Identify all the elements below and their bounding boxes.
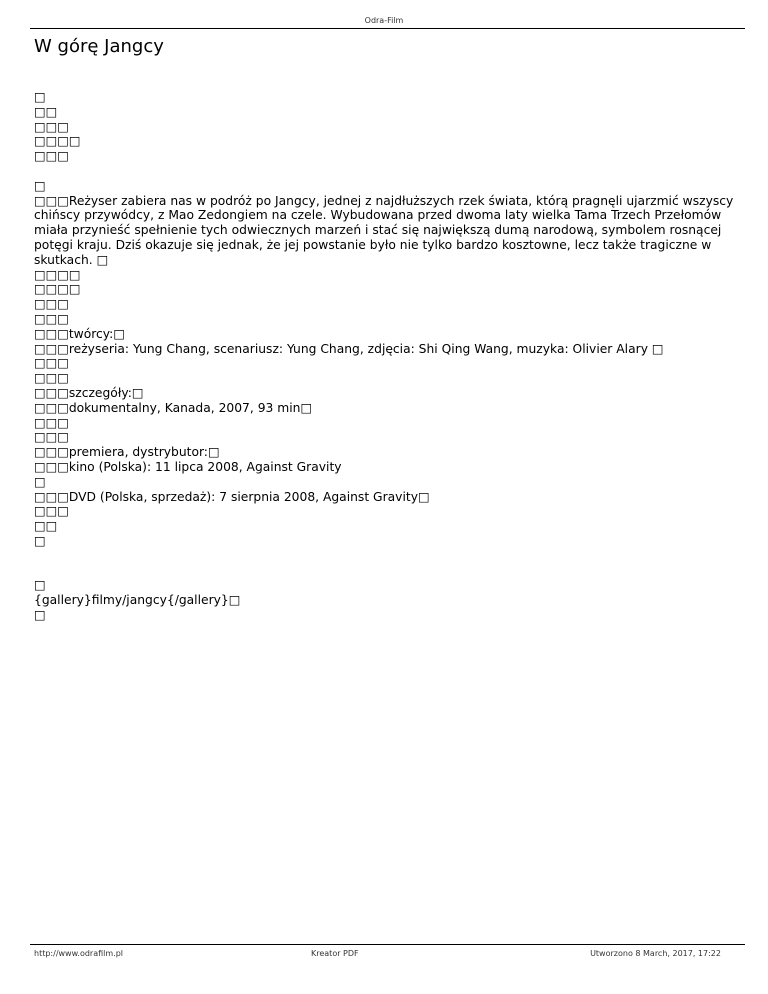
text-line: □ <box>34 90 46 104</box>
text-line: □ <box>34 578 46 593</box>
text-line: □□□ <box>34 149 69 164</box>
text-line: □□□□ <box>34 267 81 282</box>
text-line: □□□ <box>34 371 69 386</box>
blank-line <box>34 164 734 179</box>
text-line: □□□□ <box>34 134 81 149</box>
footer-generator: Kreator PDF <box>311 949 359 958</box>
text-line: □ <box>34 474 46 489</box>
synopsis-paragraph: □□□Reżyser zabiera nas w podróż po Jangcy, jednej z najdłuższych rzek świata, którą pragnęli ujarzmić wszyscy chińscy przywódcy, z Mao Zedongiem na czele. Wybudowana przed dwoma laty wielka Tama Trzech Przełomów miała przynieść spełnienie tych odwiecznych marzeń i stać się największą dumą narodową, symbolem rosnącej potęgi kraju. Dziś okazuje się jednak, że jej powstanie było nie tylko bardzo kosztowne, lecz także tragiczne w skutkach. □ <box>34 193 734 267</box>
page-header-site-name: Odra-Film <box>364 16 404 25</box>
credits-text: □□□reżyseria: Yung Chang, scenariusz: Yung Chang, zdjęcia: Shi Qing Wang, muzyka: Olivier Alary □ <box>34 341 664 356</box>
text-line: □□ <box>34 519 58 534</box>
text-line: □□□ <box>34 415 69 430</box>
details-heading: □□□szczegóły:□ <box>34 385 144 400</box>
blank-lines <box>34 549 734 579</box>
header-divider <box>30 28 745 29</box>
footer-url: http://www.odrafilm.pl <box>34 949 124 958</box>
text-line: □□□ <box>34 119 69 134</box>
credits-heading: □□□twórcy:□ <box>34 326 125 341</box>
text-line: □□□ <box>34 504 69 519</box>
article-body <box>34 90 734 623</box>
text-line: □□□ <box>34 356 69 371</box>
text-line: □□□ <box>34 311 69 326</box>
gallery-tag: {gallery}filmy/jangcy{/gallery}□ <box>34 593 241 608</box>
text-line: □□□ <box>34 297 69 312</box>
premiere-cinema: □□□kino (Polska): 11 lipca 2008, Against Gravity <box>34 459 342 474</box>
text-line: □□ <box>34 104 58 119</box>
footer-divider <box>30 944 745 945</box>
premiere-heading: □□□premiera, dystrybutor:□ <box>34 445 220 460</box>
text-line: □□□ <box>34 430 69 445</box>
details-text: □□□dokumentalny, Kanada, 2007, 93 min□ <box>34 400 313 415</box>
footer-created-date: Utworzono 8 March, 2017, 17:22 <box>590 949 721 958</box>
text-line: □ <box>34 607 46 622</box>
premiere-dvd: □□□DVD (Polska, sprzedaż): 7 sierpnia 2008, Against Gravity□ <box>34 489 430 504</box>
article-title: W górę Jangcy <box>34 36 164 57</box>
text-line: □ <box>34 178 46 193</box>
text-line: □□□□ <box>34 282 81 297</box>
text-line: □ <box>34 533 46 548</box>
